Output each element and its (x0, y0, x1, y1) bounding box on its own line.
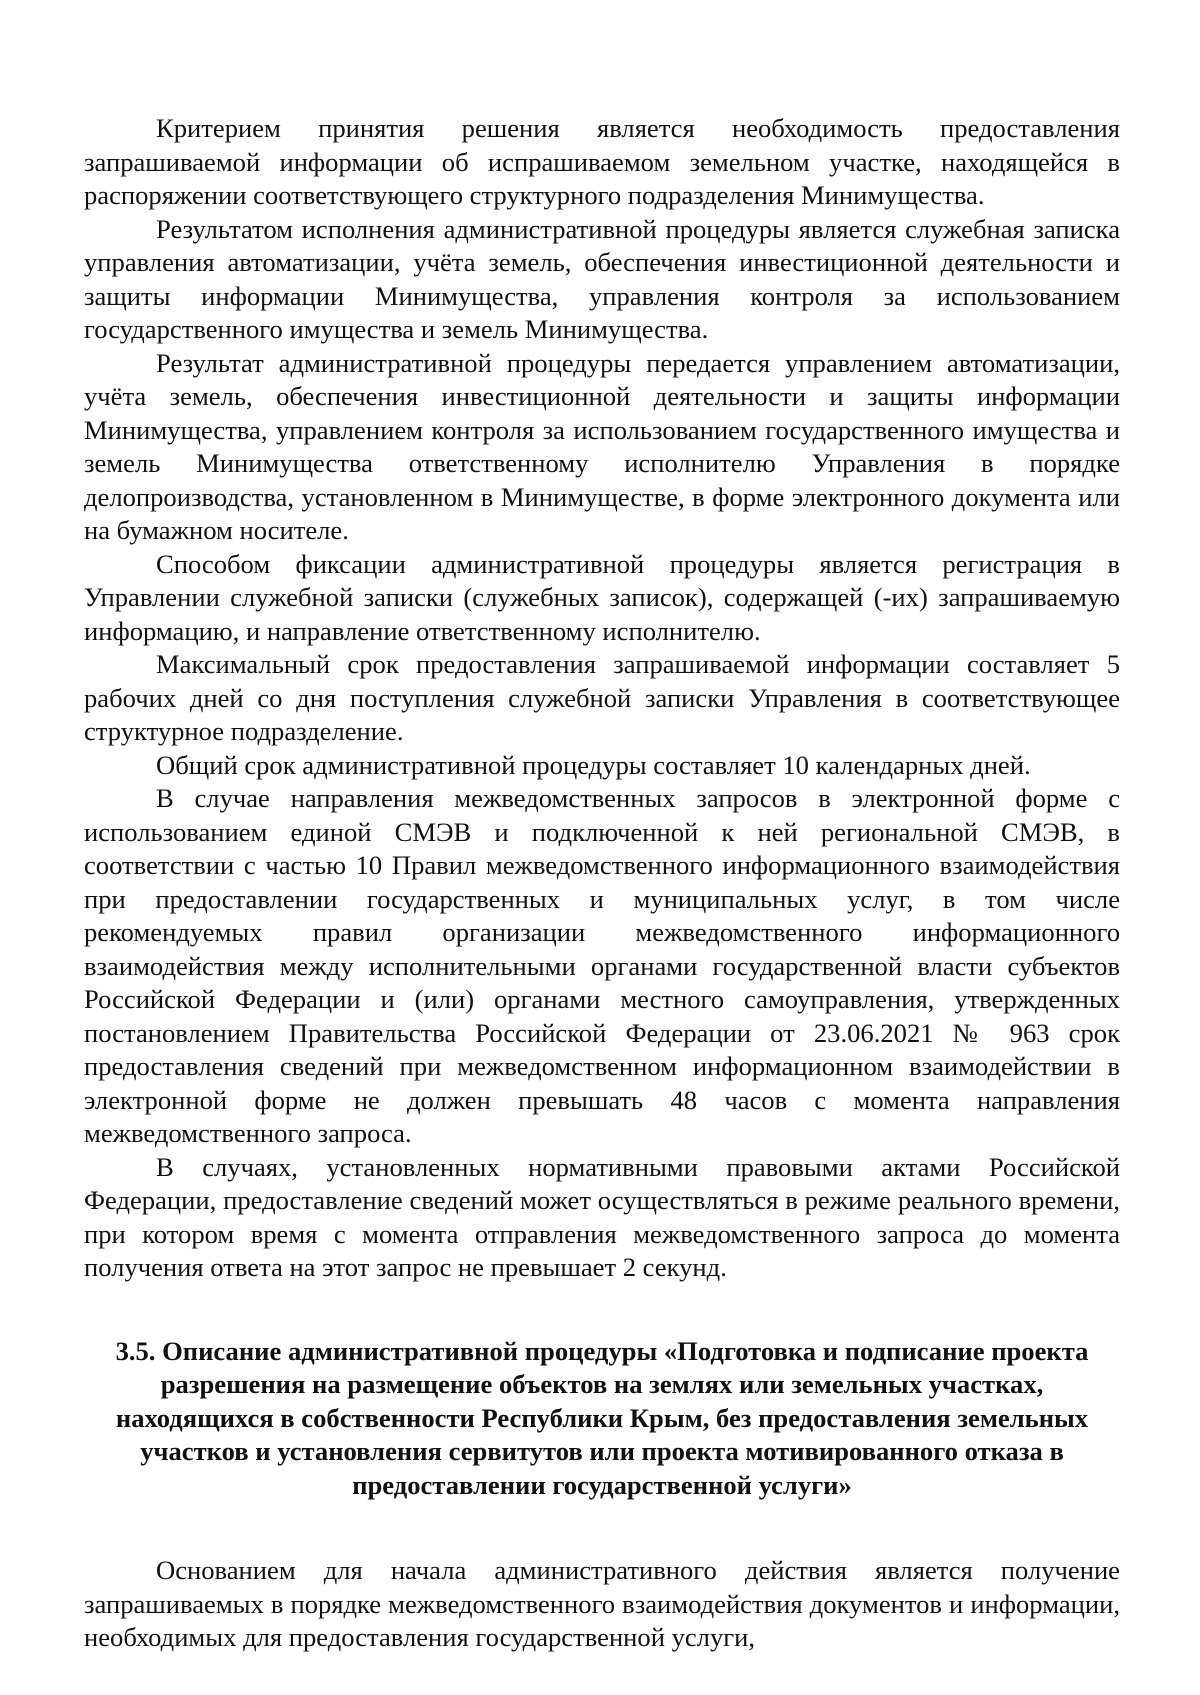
paragraph-fixation-method: Способом фиксации административной процедуры является регистрация в Управлении служебной записки (служебных записок), содержащей (-их) запрашиваемую информацию, и направление ответственному исполнителю. (84, 548, 1120, 646)
paragraph-action-basis: Основанием для начала административного действия является получение запрашиваемых в порядке межведомственного взаимодействия документов и информации, необходимых для предоставления государственной услуги, (84, 1555, 1120, 1652)
paragraph-result-transfer: Результат административной процедуры передается управлением автоматизации, учёта земель, обеспечения инвестиционной деятельности и защиты информации Минимущества, управлением контроля за использованием государственного имущества и земель Минимущества ответственному исполнителю Управления в порядке делопроизводства, установленном в Минимуществе, в форме электронного документа или на бумажном носителе. (84, 347, 1120, 545)
paragraph-max-term: Максимальный срок предоставления запрашиваемой информации составляет 5 рабочих дней со дня поступления служебной записки Управления в соответствующее структурное подразделение. (84, 649, 1120, 746)
document-body (84, 112, 1120, 1655)
paragraph-decision-criterion: Критерием принятия решения является необходимость предоставления запрашиваемой информации об испрашиваемом земельном участке, находящейся в распоряжении соответствующего структурного подразделения Минимущества. (84, 113, 1120, 210)
paragraph-procedure-result: Результатом исполнения административной процедуры является служебная записка управления автоматизации, учёта земель, обеспечения инвестиционной деятельности и защиты информации Минимущества, управления контроля за использованием государственного имущества и земель Минимущества. (84, 213, 1120, 344)
paragraph-smev-requests: В случае направления межведомственных запросов в электронной форме с использованием единой СМЭВ и подключенной к ней региональной СМЭВ, в соответствии с частью 10 Правил межведомственного информационного взаимодействия при предоставлении государственных и муниципальных услуг, в том числе рекомендуемых правил организации межведомственного информационного взаимодействия между исполнительными органами государственной власти субъектов Российской Федерации и (или) органами местного самоуправления, утвержденных постановлением Правительства Российской Федерации от 23.06.2021 № 963 срок предоставления сведений при межведомственном информационном взаимодействии в электронной форме не должен превышать 48 часов с момента направления межведомственного запроса. (84, 783, 1120, 1148)
paragraph-total-term: Общий срок административной процедуры составляет 10 календарных дней. (156, 749, 1031, 780)
section-heading-3-5: 3.5. Описание административной процедуры «Подготовка и подписание проекта разрешения на размещение объектов на землях или земельных участках, находящихся в собственности Республики Крым, без предоставления земельных участков и установления сервитутов или проекта мотивированного отказа в предоставлении государственной услуги» (115, 1335, 1089, 1500)
paragraph-real-time: В случаях, установленных нормативными правовыми актами Российской Федерации, предоставление сведений может осуществляться в режиме реального времени, при котором время с момента отправления межведомственного запроса до момента получения ответа на этот запрос не превышает 2 секунд. (84, 1151, 1120, 1282)
